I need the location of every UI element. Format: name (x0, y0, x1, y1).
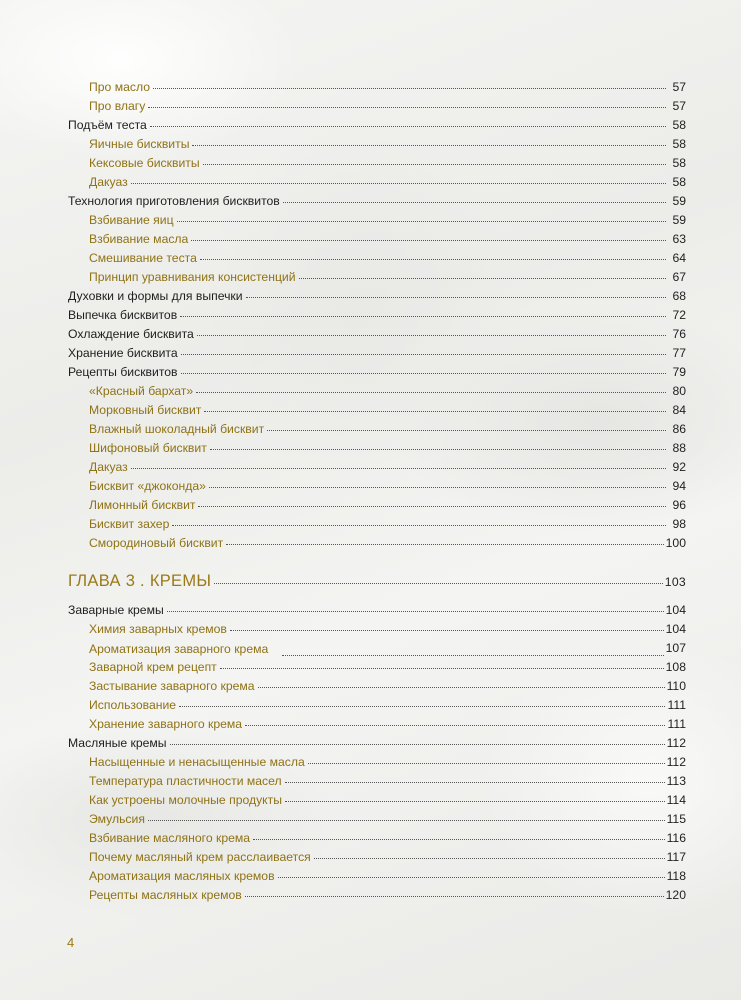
toc-entry-title: Взбивание масляного крема (89, 831, 251, 845)
toc-entry-page: 100 (665, 536, 686, 550)
toc-entry-title: Шифоновый бисквит (89, 441, 207, 455)
dot-leader (245, 724, 665, 726)
toc-entry-title: Морковный бисквит (89, 403, 202, 417)
dot-leader (214, 582, 662, 584)
toc-entry-title: Масляные кремы (68, 736, 167, 750)
dot-leader (131, 182, 666, 184)
toc-entry-title: Температура пластичности масел (89, 774, 282, 788)
toc-entry-page: 57 (672, 80, 686, 94)
chapter-title: ГЛАВА 3 . КРЕМЫ (68, 572, 212, 590)
toc-subentry[interactable] (68, 753, 686, 772)
toc-entry[interactable] (68, 601, 686, 620)
toc-subentry[interactable] (68, 249, 686, 268)
table-of-contents (68, 78, 686, 905)
toc-subentry[interactable] (68, 382, 686, 401)
dot-leader (197, 334, 666, 336)
dot-leader (172, 524, 666, 526)
toc-subentry[interactable] (68, 173, 686, 192)
toc-entry-page: 112 (666, 736, 686, 750)
toc-entry-title: Про влагу (89, 99, 146, 113)
dot-leader (204, 410, 666, 412)
dot-leader (253, 838, 665, 840)
toc-subentry[interactable] (68, 696, 686, 715)
toc-entry-title: Взбивание масла (89, 232, 189, 246)
toc-entry-title: Подъём теста (68, 118, 147, 132)
toc-entry-title: Кексовые бисквиты (89, 156, 200, 170)
toc-entry-title: Заварные кремы (68, 603, 164, 617)
toc-entry-page: 64 (672, 251, 686, 265)
toc-subentry[interactable] (68, 211, 686, 230)
dot-leader (200, 258, 666, 260)
toc-entry-page: 79 (672, 365, 686, 379)
toc-entry-title: Технология приготовления бисквитов (68, 194, 280, 208)
toc-entry-title: Как устроены молочные продукты (89, 793, 282, 807)
dot-leader (191, 239, 666, 241)
toc-entry-title: Насыщенные и ненасыщенные масла (89, 755, 305, 769)
dot-leader (148, 819, 665, 821)
toc-entry-page: 72 (672, 308, 686, 322)
toc-entry-page: 110 (666, 679, 686, 693)
dot-leader (148, 106, 666, 108)
toc-entry[interactable] (68, 287, 686, 306)
dot-leader (226, 543, 663, 545)
toc-subentry[interactable] (68, 791, 686, 810)
toc-entry-page: 104 (665, 622, 686, 636)
toc-subentry[interactable] (68, 867, 686, 886)
toc-subentry[interactable] (68, 620, 686, 639)
dot-leader (278, 876, 665, 878)
toc-entry-page: 94 (672, 479, 686, 493)
toc-entry-page: 76 (672, 327, 686, 341)
toc-entry-page: 113 (666, 774, 686, 788)
toc-entry-title: Взбивание яиц (89, 213, 174, 227)
toc-entry[interactable] (68, 325, 686, 344)
dot-leader (181, 372, 666, 374)
toc-entry-page: 84 (672, 403, 686, 417)
dot-leader (192, 144, 666, 146)
toc-entry-title: Яичные бисквиты (89, 137, 190, 151)
toc-entry-title: Охлаждение бисквита (68, 327, 194, 341)
toc-entry-title: Бисквит «джоконда» (89, 479, 206, 493)
dot-leader (285, 781, 665, 783)
toc-entry-title: Смородиновый бисквит (89, 536, 224, 550)
toc-subentry[interactable] (68, 477, 686, 496)
dot-leader (209, 486, 666, 488)
toc-entry[interactable] (68, 306, 686, 325)
dot-leader (308, 762, 665, 764)
toc-entry-page: 68 (672, 289, 686, 303)
toc-entry-title: Заварной крем рецепт (89, 660, 217, 674)
toc-entry-page: 116 (666, 831, 686, 845)
toc-entry-title: Дакуаз (89, 175, 128, 189)
toc-subentry[interactable] (68, 78, 686, 97)
dot-leader (246, 296, 666, 298)
toc-entry-title: Бисквит захер (89, 517, 170, 531)
dot-leader (203, 163, 666, 165)
dot-leader (314, 857, 665, 859)
toc-subentry[interactable] (68, 534, 686, 553)
dot-leader (267, 429, 666, 431)
toc-entry-title: «Красный бархат» (89, 384, 194, 398)
toc-entry-title: Ароматизация заварного крема (89, 642, 269, 656)
dot-leader (153, 87, 666, 89)
dot-leader (198, 505, 666, 507)
dot-leader (150, 125, 666, 127)
toc-entry-title: Почему масляный крем расслаивается (89, 850, 311, 864)
toc-entry-title: Хранение бисквита (68, 346, 178, 360)
toc-entry[interactable] (68, 363, 686, 382)
toc-subentry[interactable] (68, 135, 686, 154)
toc-entry-title: Дакуаз (89, 460, 128, 474)
dot-leader (131, 467, 666, 469)
toc-entry-title: Влажный шоколадный бисквит (89, 422, 265, 436)
toc-subentry[interactable] (68, 677, 686, 696)
dot-leader (180, 315, 666, 317)
toc-entry-page: 59 (672, 213, 686, 227)
toc-entry-page: 59 (672, 194, 686, 208)
toc-entry-page: 107 (665, 641, 686, 655)
dot-leader (210, 448, 666, 450)
dot-leader (285, 800, 665, 802)
dot-leader (196, 391, 666, 393)
toc-entry-title: Химия заварных кремов (89, 622, 227, 636)
dot-leader (167, 610, 664, 612)
dot-leader (282, 654, 664, 656)
toc-entry-title: Использование (89, 698, 177, 712)
toc-subentry[interactable] (68, 658, 686, 677)
toc-subentry[interactable] (68, 772, 686, 791)
toc-subentry[interactable] (68, 515, 686, 534)
toc-entry-page: 63 (672, 232, 686, 246)
toc-subentry[interactable] (68, 439, 686, 458)
dot-leader (299, 277, 666, 279)
toc-entry-page: 58 (672, 156, 686, 170)
toc-subentry[interactable] (68, 886, 686, 905)
toc-entry-page: 77 (672, 346, 686, 360)
toc-entry-page: 58 (672, 175, 686, 189)
toc-entry-title: Про масло (89, 80, 150, 94)
toc-entry-page: 96 (672, 498, 686, 512)
toc-entry-page: 118 (666, 869, 686, 883)
toc-entry-page: 86 (672, 422, 686, 436)
toc-entry[interactable] (68, 192, 686, 211)
toc-subentry[interactable] (68, 458, 686, 477)
toc-entry-title: Ароматизация масляных кремов (89, 869, 275, 883)
toc-entry-page: 117 (666, 850, 686, 864)
toc-entry-page: 80 (672, 384, 686, 398)
toc-entry-page: 104 (665, 603, 686, 617)
toc-entry-title: Рецепты масляных кремов (89, 888, 242, 902)
toc-entry[interactable] (68, 116, 686, 135)
toc-subentry[interactable] (68, 496, 686, 515)
dot-leader (181, 353, 666, 355)
toc-entry-title: Рецепты бисквитов (68, 365, 178, 379)
toc-entry-page: 108 (665, 660, 686, 674)
page-number: 4 (67, 935, 75, 950)
toc-entry-page: 115 (666, 812, 686, 826)
toc-subentry[interactable] (68, 268, 686, 287)
dot-leader (177, 220, 666, 222)
toc-section-biscuits (68, 78, 686, 553)
toc-entry-title: Духовки и формы для выпечки (68, 289, 243, 303)
toc-subentry[interactable] (68, 230, 686, 249)
toc-entry-page: 88 (672, 441, 686, 455)
toc-entry-page: 120 (665, 888, 686, 902)
toc-entry-page: 111 (667, 717, 686, 731)
toc-subentry[interactable] (68, 715, 686, 734)
dot-leader (258, 686, 665, 688)
toc-entry-page: 114 (666, 793, 686, 807)
toc-subentry[interactable] (68, 829, 686, 848)
toc-entry[interactable] (68, 344, 686, 363)
toc-entry-title: Принцип уравнивания консистенций (89, 270, 296, 284)
toc-entry-title: Лимонный бисквит (89, 498, 196, 512)
toc-entry-title: Выпечка бисквитов (68, 308, 178, 322)
toc-entry[interactable] (68, 734, 686, 753)
toc-entry-page: 58 (672, 137, 686, 151)
chapter-heading[interactable] (68, 570, 686, 593)
toc-subentry[interactable] (68, 810, 686, 829)
dot-leader (170, 743, 665, 745)
toc-subentry[interactable] (68, 848, 686, 867)
toc-entry-page: 58 (672, 118, 686, 132)
toc-entry-page: 67 (672, 270, 686, 284)
chapter-page: 103 (664, 575, 686, 589)
toc-entry-page: 111 (667, 698, 686, 712)
toc-entry-page: 57 (672, 99, 686, 113)
toc-entry-title: Застывание заварного крема (89, 679, 255, 693)
toc-subentry[interactable] (68, 639, 686, 658)
toc-subentry[interactable] (68, 97, 686, 116)
dot-leader (220, 667, 664, 669)
toc-entry-title: Смешивание теста (89, 251, 197, 265)
toc-subentry[interactable] (68, 420, 686, 439)
toc-subentry[interactable] (68, 154, 686, 173)
toc-entry-page: 92 (672, 460, 686, 474)
toc-section-creams (68, 601, 686, 905)
dot-leader (179, 705, 665, 707)
toc-entry-title: Хранение заварного крема (89, 717, 243, 731)
toc-subentry[interactable] (68, 401, 686, 420)
dot-leader (230, 629, 664, 631)
toc-entry-title: Эмульсия (89, 812, 145, 826)
dot-leader (245, 895, 664, 897)
dot-leader (283, 201, 666, 203)
toc-entry-page: 98 (672, 517, 686, 531)
toc-entry-page: 112 (666, 755, 686, 769)
